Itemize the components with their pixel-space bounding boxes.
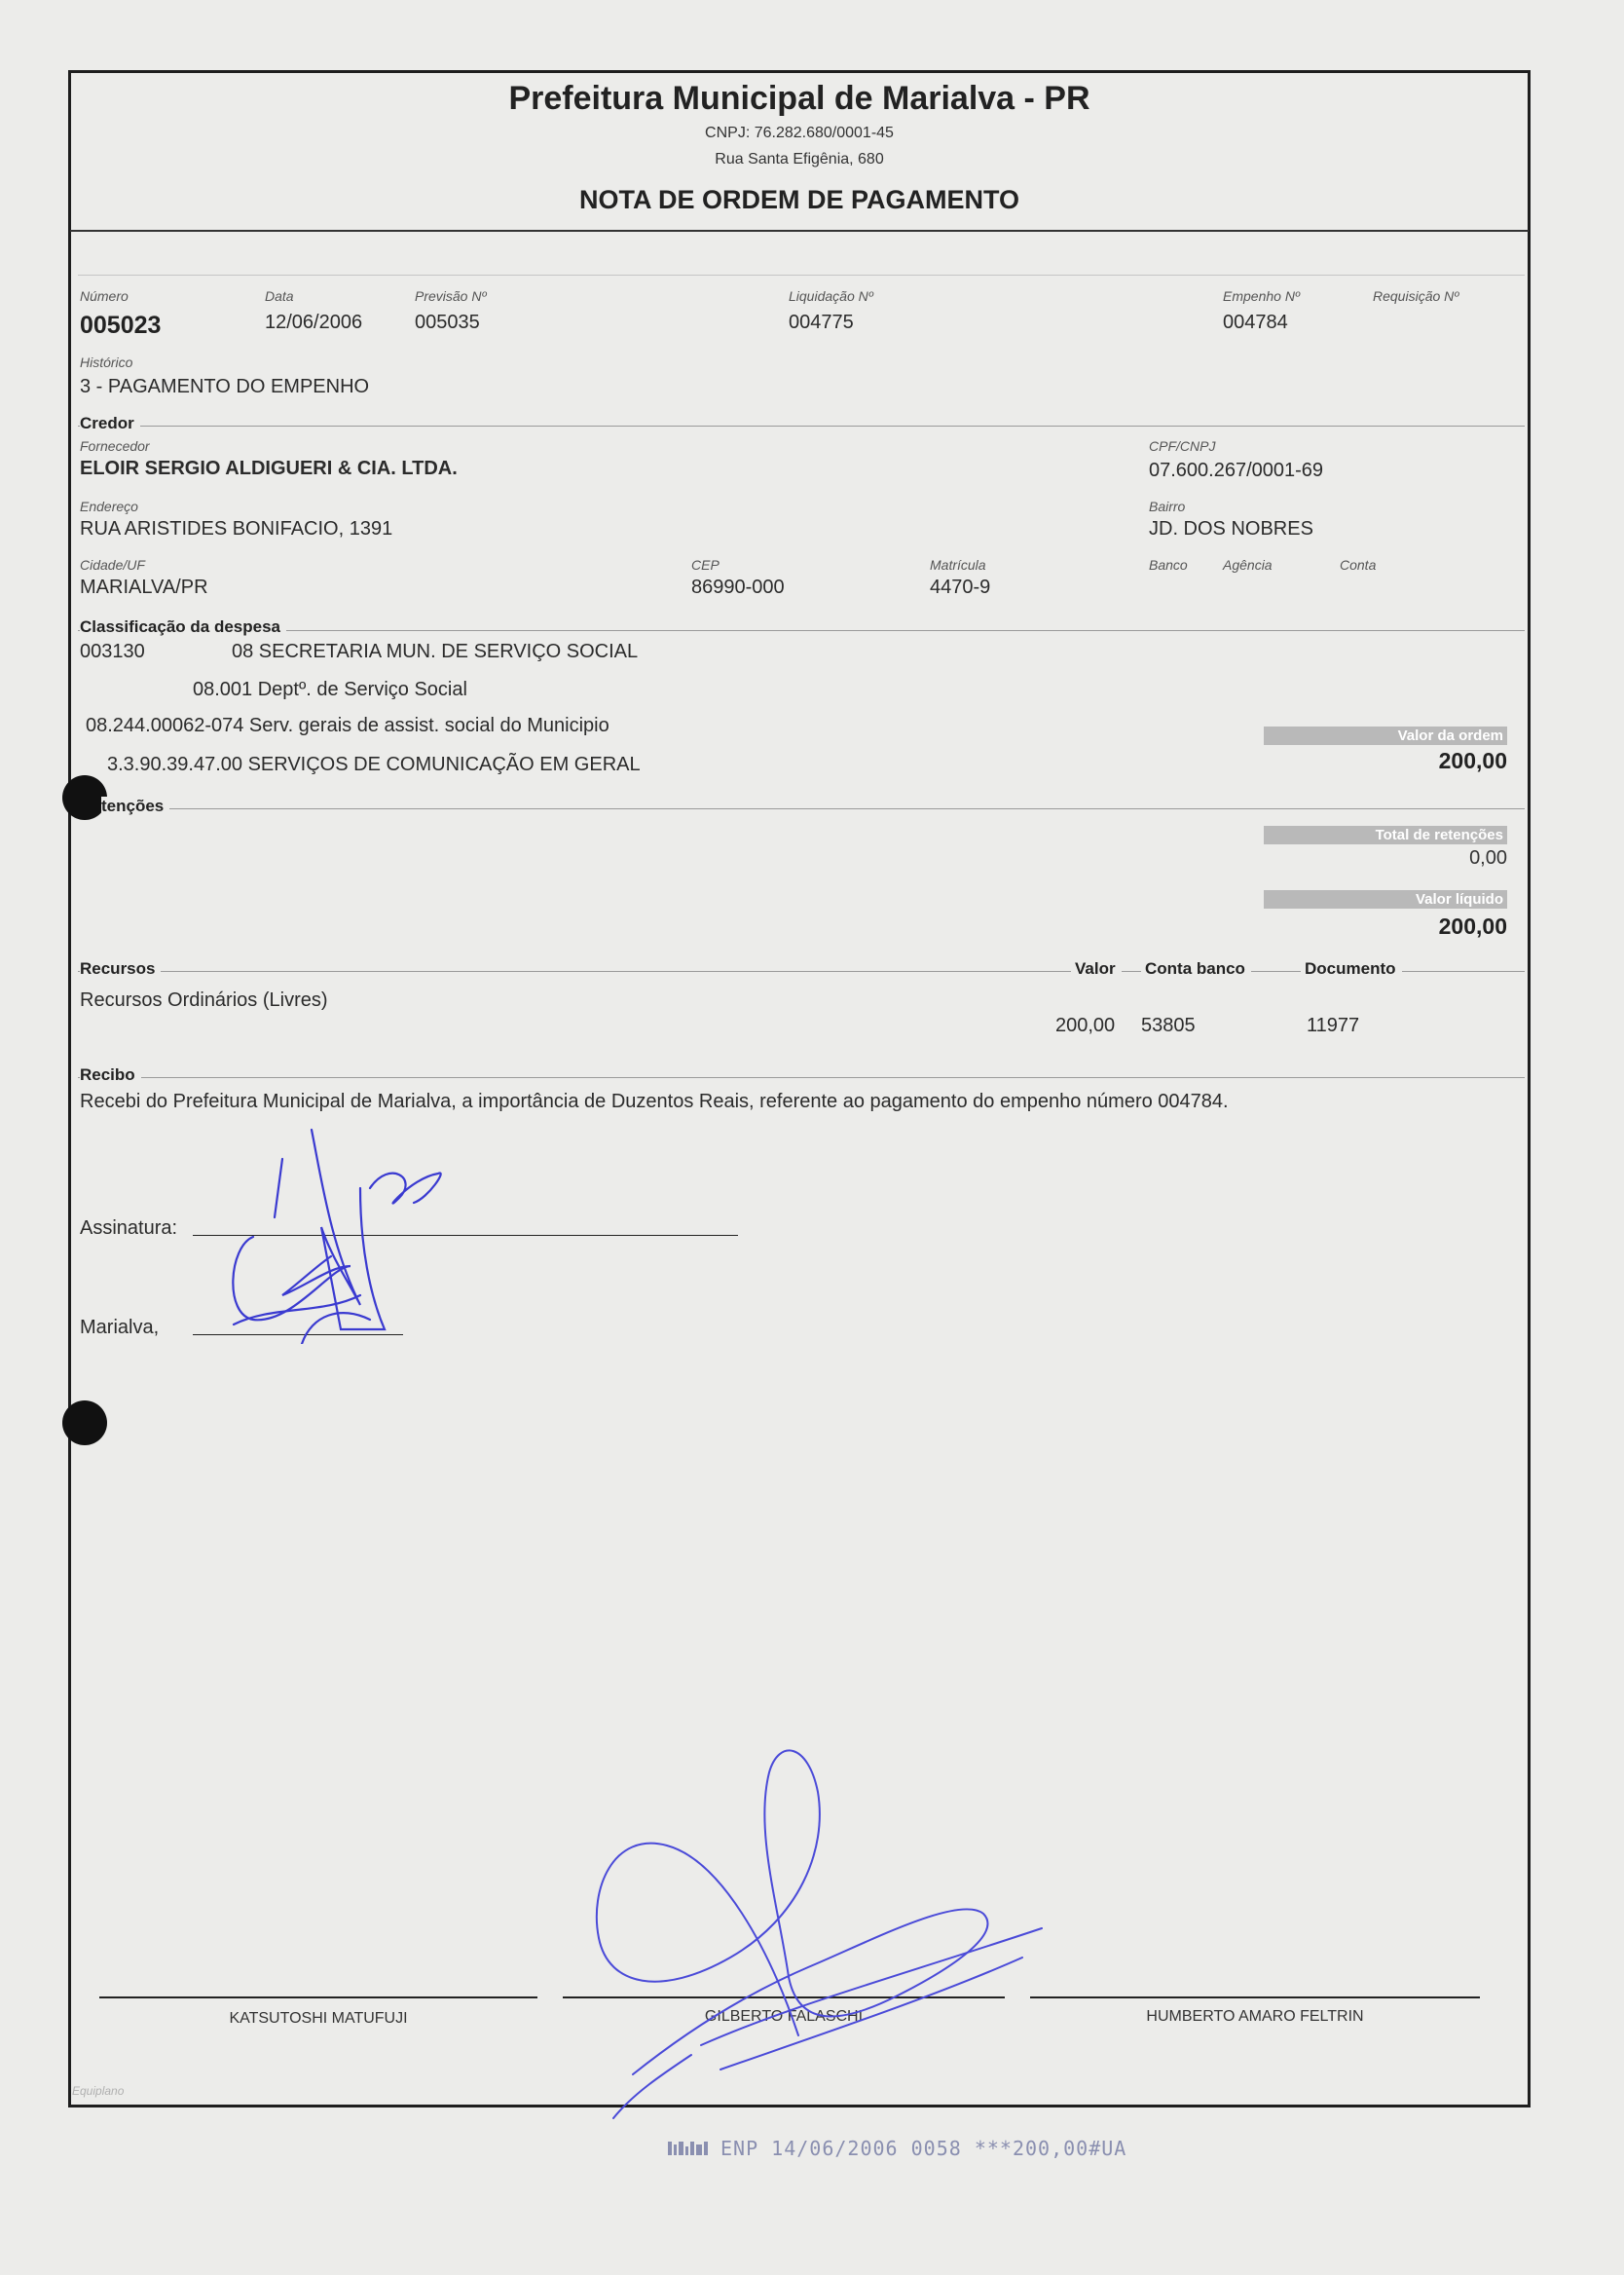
previsao-label: Previsão Nº bbox=[415, 288, 487, 304]
recursos-valor-header: Valor bbox=[1071, 959, 1122, 979]
barcode-stamp-icon bbox=[668, 2139, 709, 2158]
requisicao-label: Requisição Nº bbox=[1373, 288, 1459, 304]
classificacao-line4: 3.3.90.39.47.00 SERVIÇOS DE COMUNICAÇÃO EM GERAL bbox=[107, 754, 641, 775]
cidade-label: Cidade/UF bbox=[80, 557, 145, 573]
recursos-section: Recursos bbox=[80, 959, 161, 979]
signatory-line-1 bbox=[99, 1996, 537, 1998]
data-value: 12/06/2006 bbox=[265, 312, 363, 333]
endereco-label: Endereço bbox=[80, 499, 138, 514]
local-label: Marialva, bbox=[80, 1317, 160, 1338]
cep-value: 86990-000 bbox=[691, 577, 785, 598]
signatory-signature-icon bbox=[574, 1734, 1061, 2123]
ids-rule bbox=[78, 275, 1525, 276]
classificacao-line2: 08.001 Deptº. de Serviço Social bbox=[193, 679, 467, 700]
recibo-section: Recibo bbox=[80, 1065, 141, 1085]
valor-ordem-value: 200,00 bbox=[1438, 748, 1507, 773]
punch-hole-bottom bbox=[62, 1400, 107, 1445]
endereco-value: RUA ARISTIDES BONIFACIO, 1391 bbox=[80, 518, 393, 540]
matricula-value: 4470-9 bbox=[930, 577, 991, 598]
retencoes-rule bbox=[156, 808, 1525, 809]
document-title: NOTA DE ORDEM DE PAGAMENTO bbox=[578, 185, 1019, 214]
valor-liquido-value: 200,00 bbox=[1438, 914, 1507, 939]
total-retencoes-label: Total de retenções bbox=[1264, 826, 1507, 844]
recursos-documento: 11977 bbox=[1307, 1015, 1360, 1036]
classificacao-section: Classificação da despesa bbox=[80, 617, 286, 637]
recursos-documento-header: Documento bbox=[1301, 959, 1402, 979]
recibo-rule bbox=[78, 1077, 1525, 1078]
fornecedor-label: Fornecedor bbox=[80, 438, 150, 454]
retencoes-section: tenções bbox=[101, 797, 169, 816]
historico-value: 3 - PAGAMENTO DO EMPENHO bbox=[80, 376, 370, 397]
assinatura-label: Assinatura: bbox=[80, 1217, 178, 1239]
numero-value: 005023 bbox=[80, 312, 162, 339]
software-watermark: Equiplano bbox=[72, 2084, 125, 2098]
classificacao-code: 003130 bbox=[80, 641, 145, 662]
empenho-label: Empenho Nº bbox=[1223, 288, 1301, 304]
numero-label: Número bbox=[80, 288, 129, 304]
agencia-label: Agência bbox=[1223, 557, 1273, 573]
signatory-line-3 bbox=[1030, 1996, 1480, 1998]
recursos-descricao: Recursos Ordinários (Livres) bbox=[80, 989, 328, 1011]
signatory-2: GILBERTO FALASCHI bbox=[704, 2008, 864, 2025]
classificacao-line3: 08.244.00062-074 Serv. gerais de assist. social do Municipio bbox=[86, 715, 609, 736]
historico-label: Histórico bbox=[80, 354, 133, 370]
signatory-1: KATSUTOSHI MATUFUJI bbox=[229, 2010, 408, 2027]
cpf-value: 07.600.267/0001-69 bbox=[1149, 460, 1324, 481]
credor-section: Credor bbox=[80, 414, 140, 433]
classificacao-rule bbox=[78, 630, 1525, 631]
signatory-3: HUMBERTO AMARO FELTRIN bbox=[1146, 2008, 1364, 2025]
bank-stamp-text: ENP 14/06/2006 0058 ***200,00#UA bbox=[720, 2137, 1127, 2160]
liquidacao-value: 004775 bbox=[789, 312, 854, 333]
cep-label: CEP bbox=[691, 557, 720, 573]
credor-rule bbox=[78, 426, 1525, 427]
recibo-text: Recebi do Prefeitura Municipal de Marialva, a importância de Duzentos Reais, referente ao pagamento do empenho número 004784. bbox=[80, 1091, 1229, 1112]
conta-label: Conta bbox=[1340, 557, 1377, 573]
recipient-signature-icon bbox=[214, 1120, 467, 1344]
banco-label: Banco bbox=[1149, 557, 1188, 573]
recursos-conta: 53805 bbox=[1141, 1015, 1196, 1036]
recursos-conta-header: Conta banco bbox=[1141, 959, 1251, 979]
bairro-value: JD. DOS NOBRES bbox=[1149, 518, 1313, 540]
valor-liquido-label: Valor líquido bbox=[1264, 890, 1507, 909]
matricula-label: Matrícula bbox=[930, 557, 986, 573]
bairro-label: Bairro bbox=[1149, 499, 1186, 514]
institution-cnpj: CNPJ: 76.282.680/0001-45 bbox=[705, 125, 894, 141]
classificacao-line1: 08 SECRETARIA MUN. DE SERVIÇO SOCIAL bbox=[232, 641, 639, 662]
data-label: Data bbox=[265, 288, 294, 304]
total-retencoes-value: 0,00 bbox=[1469, 847, 1507, 869]
header-separator bbox=[70, 230, 1529, 232]
recursos-valor: 200,00 bbox=[1055, 1015, 1116, 1036]
previsao-value: 005035 bbox=[415, 312, 480, 333]
valor-ordem-label: Valor da ordem bbox=[1264, 727, 1507, 745]
institution-address: Rua Santa Efigênia, 680 bbox=[715, 151, 884, 168]
cidade-value: MARIALVA/PR bbox=[80, 577, 208, 598]
fornecedor-value: ELOIR SERGIO ALDIGUERI & CIA. LTDA. bbox=[80, 458, 458, 479]
cpf-label: CPF/CNPJ bbox=[1149, 438, 1216, 454]
empenho-value: 004784 bbox=[1223, 312, 1288, 333]
institution-title: Prefeitura Municipal de Marialva - PR bbox=[508, 80, 1090, 117]
liquidacao-label: Liquidação Nº bbox=[789, 288, 873, 304]
